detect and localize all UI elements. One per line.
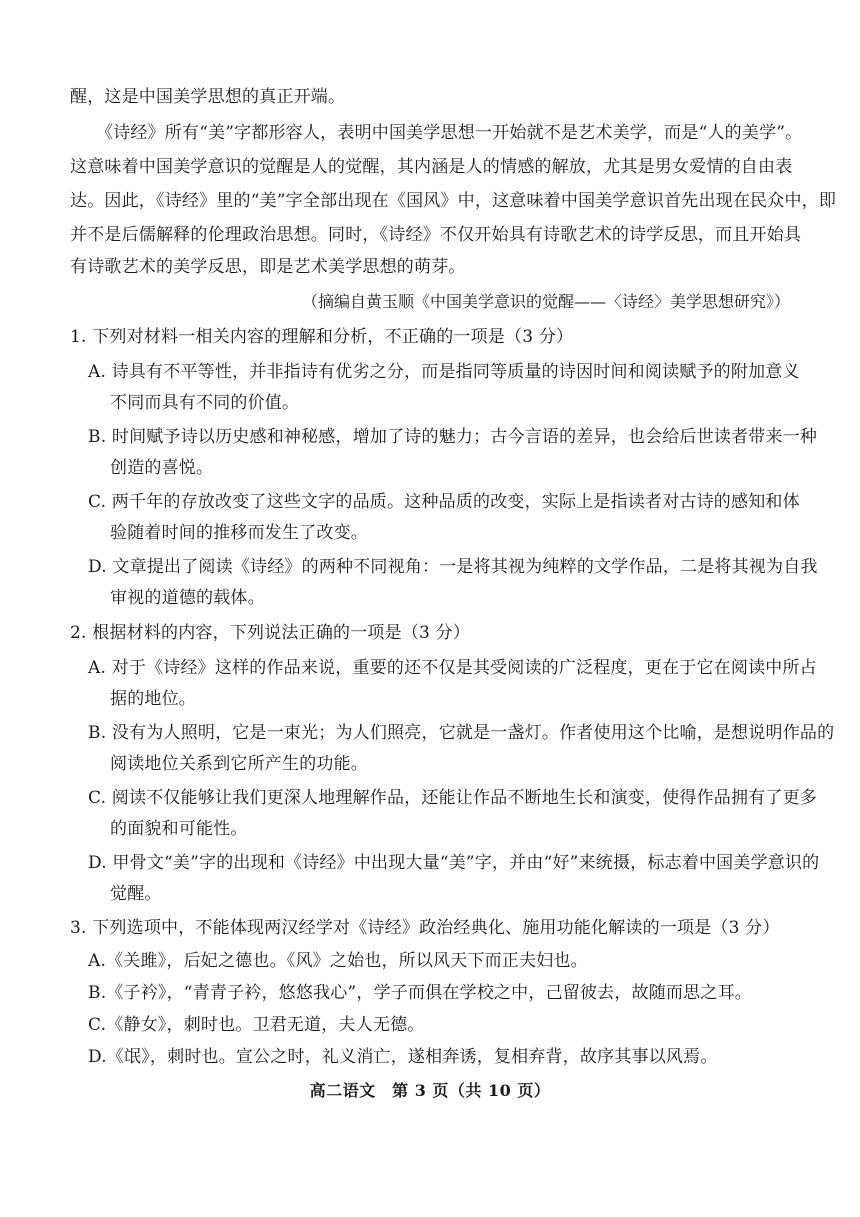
- passage-line: 这意味着中国美学意识的觉醒是人的觉醒，其内涵是人的情感的解放，尤其是男女爱情的自由表: [70, 157, 793, 177]
- question-2-option-b: B. 没有为人照明，它是一束光；为人们照亮，它就是一盏灯。作者使用这个比喻，是想说明作品的: [88, 723, 835, 743]
- question-2-option-a: A. 对于《诗经》这样的作品来说，重要的还不仅是其受阅读的广泛程度，更在于它在阅读中所占: [88, 658, 817, 678]
- page-footer: 高二语文 第 3 页（共 10 页）: [309, 1081, 551, 1100]
- question-1-option-a: A. 诗具有不平等性，并非指诗有优劣之分，而是指同等质量的诗因时间和阅读赋予的附加意义: [88, 362, 800, 382]
- passage-line: 达。因此，《诗经》里的“美”字全部出现在《国风》中，这意味着中国美学意识首先出现在民众中，即: [70, 191, 837, 211]
- question-2-option-a-cont: 据的地位。: [110, 689, 196, 709]
- question-3-option-d: D.《氓》，刺时也。宣公之时，礼义消亡，遂相奔诱，复相弃背，故序其事以风焉。: [88, 1047, 718, 1067]
- question-1-option-d-cont: 审视的道德的载体。: [110, 588, 265, 608]
- question-1-option-d: D. 文章提出了阅读《诗经》的两种不同视角：一是将其视为纯粹的文学作品，二是将其视为自我: [88, 557, 818, 577]
- question-1-option-a-cont: 不同而具有不同的价值。: [110, 393, 300, 413]
- question-3-option-a: A.《关雎》，后妃之德也。《风》之始也，所以风天下而正夫妇也。: [88, 951, 588, 971]
- question-2-option-c: C. 阅读不仅能够让我们更深人地理解作品，还能让作品不断地生长和演变，使得作品拥有了更多: [88, 788, 818, 808]
- question-1-option-b: B. 时间赋予诗以历史感和神秘感，增加了诗的魅力；古今言语的差异，也会给后世读者带来一种: [88, 427, 818, 447]
- question-2-option-d: D. 甲骨文“美”字的出现和《诗经》中出现大量“美”字，并由“好”来统摄，标志着中国美学意识的: [88, 853, 820, 873]
- question-3-option-b: B.《子衿》，“青青子衿，悠悠我心”，学子而俱在学校之中，己留彼去，故随而思之耳。: [88, 983, 752, 1003]
- passage-line: 醒，这是中国美学思想的真正开端。: [70, 87, 346, 107]
- passage-source: （摘编自黄玉顺《中国美学意识的觉醒——〈诗经〉美学思想研究》）: [301, 292, 790, 311]
- question-2-option-c-cont: 的面貌和可能性。: [110, 819, 248, 839]
- question-3-option-c: C.《静女》，刺时也。卫君无道，夫人无德。: [88, 1015, 425, 1035]
- question-1-option-c: C. 两千年的存放改变了这些文字的品质。这种品质的改变，实际上是指读者对古诗的感知和体: [88, 492, 800, 512]
- question-1-option-c-cont: 验随着时间的推移而发生了改变。: [110, 523, 368, 543]
- passage-line: 并不是后儒解释的伦理政治思想。同时，《诗经》不仅开始具有诗歌艺术的诗学反思，而且开始具: [70, 225, 802, 245]
- question-1-option-b-cont: 创造的喜悦。: [110, 458, 214, 478]
- question-2-option-d-cont: 觉醒。: [110, 884, 162, 904]
- question-2-option-b-cont: 阅读地位关系到它所产生的功能。: [110, 754, 368, 774]
- question-1-stem: 1. 下列对材料一相关内容的理解和分析，不正确的一项是（3 分）: [70, 327, 574, 347]
- question-2-stem: 2. 根据材料的内容，下列说法正确的一项是（3 分）: [70, 623, 471, 643]
- passage-line: 《诗经》所有“美”字都形容人，表明中国美学思想一开始就不是艺术美学，而是“人的美学”。: [96, 123, 803, 143]
- question-3-stem: 3. 下列选项中，不能体现两汉经学对《诗经》政治经典化、施用功能化解读的一项是（3 分）: [70, 918, 780, 938]
- passage-line: 有诗歌艺术的美学反思，即是艺术美学思想的萌芽。: [70, 257, 466, 277]
